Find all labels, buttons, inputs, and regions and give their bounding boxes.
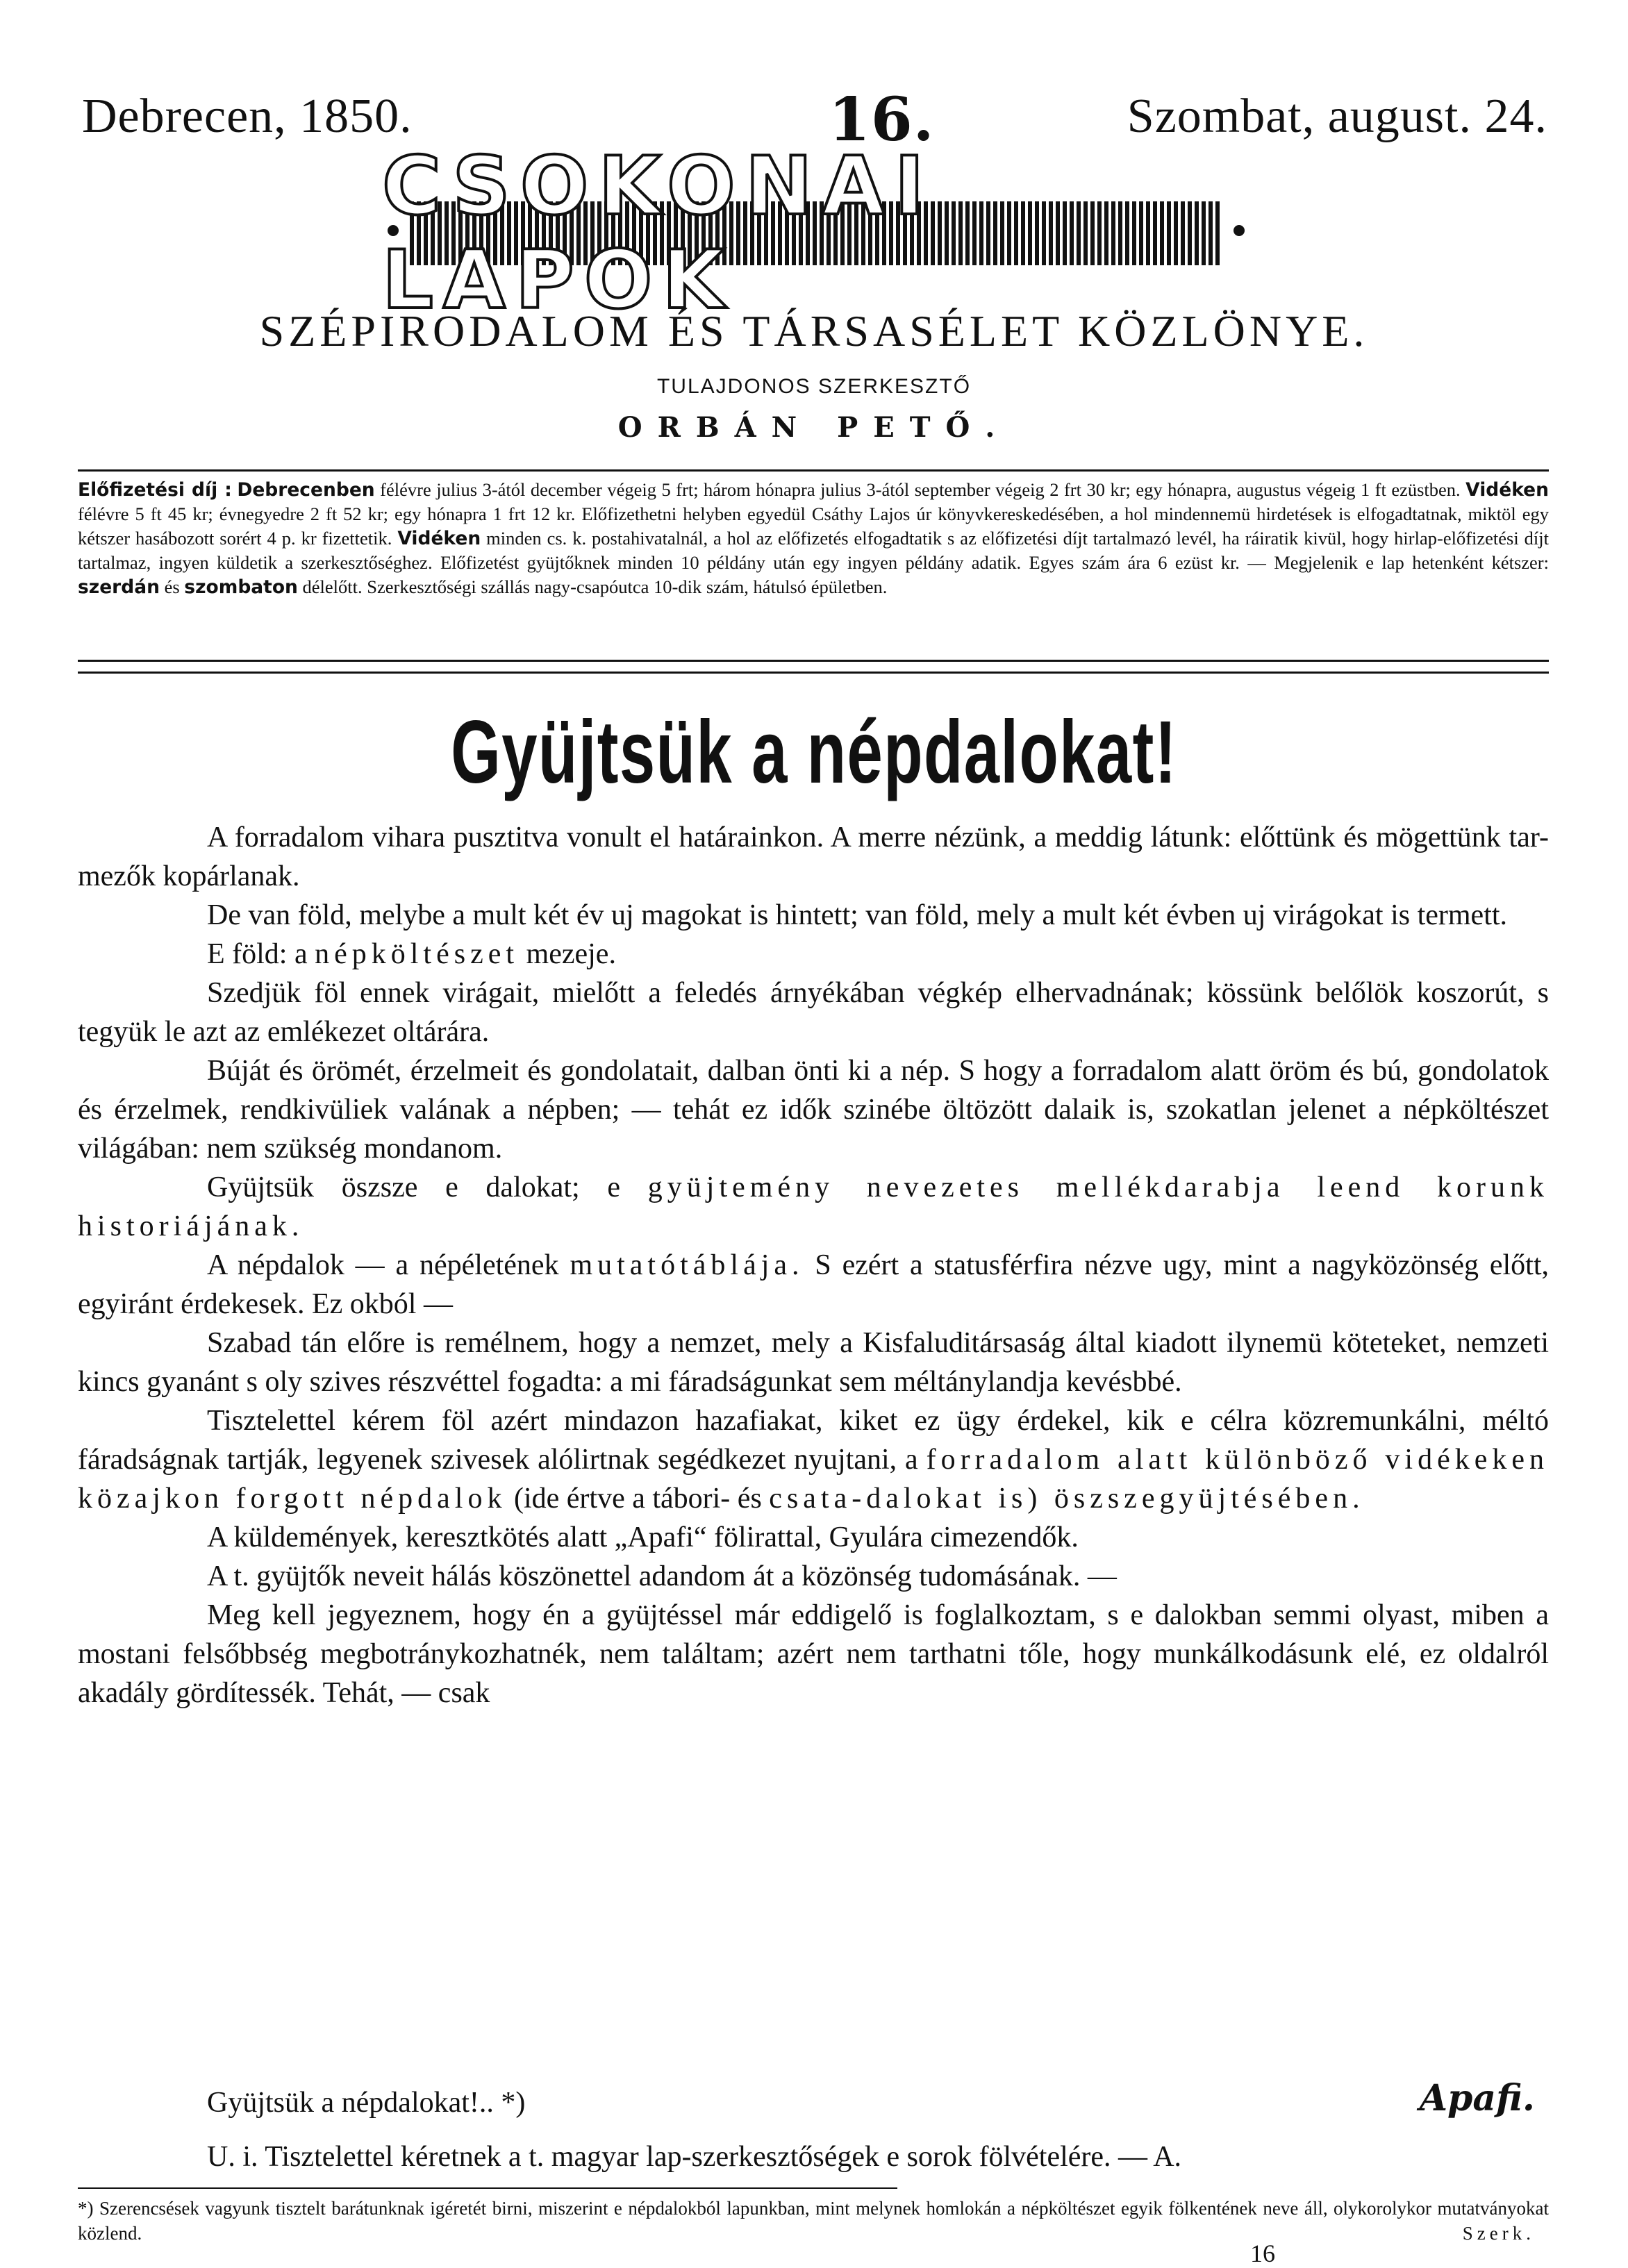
issue-number: 16. <box>829 85 935 155</box>
publication-day: szombaton <box>184 576 298 598</box>
text-run: (ide értve a tábori- és <box>513 1483 762 1515</box>
text-run: A népdalok — a népéletének <box>207 1249 559 1281</box>
paragraph: A forradalom vihara pusztitva vonult el határainkon. A merre nézünk, a meddig látunk: előttünk és mögettünk tar-mezők kopárlanak. <box>78 822 1549 892</box>
city-label: Debrecenben <box>237 479 375 501</box>
paragraph: A t. gyüjtők neveit hálás köszönettel adandom át a közönség tudomásának. — <box>207 1560 1117 1592</box>
page-number: 16 <box>1250 2240 1275 2267</box>
text-run: Tisztelettel kérem föl azért mindazon hazafiakat, kiket ez ügy érdekel, kik e célra közremunkálni, méltó fáradságnak tartják, legyenek szivesek alólirtnak segédkezet nyujtani, a <box>78 1405 1549 1476</box>
editor-name: ORBÁN PETŐ. <box>617 411 1011 444</box>
text-run: Gyüjtsük öszsze e dalokat; e <box>207 1171 621 1203</box>
masthead <box>375 140 1257 327</box>
spaced-text: mutatótáblája. <box>570 1249 804 1281</box>
subscription-text: minden cs. k. postahivatalnál, a hol az előfizetés elfogadtatik s az előfizetési díjt tartalmazó levél, ha ráiratik kivül, hogy hirlap-előfizetési díjt tartalmaz, ingyen küldetik a szerkesztőséghez. Előfizetést gyüjtőknek minden 10 példány után egy ingyen példány adatik. Egyes szám ára 6 ezüst kr. — Megjelenik e lap hetenként kétszer: <box>78 528 1549 573</box>
postscript: U. i. Tisztelettel kéretnek a t. magyar lap-szerkesztőségek e sorok fölvételére. — A. <box>207 2141 1182 2173</box>
article-headline: Gyüjtsük a népdalokat! <box>451 703 1177 802</box>
region-label: Vidéken <box>1465 479 1549 501</box>
owner-label: TULAJDONOS SZERKESZTŐ <box>656 375 972 398</box>
paragraph: Meg kell jegyeznem, hogy én a gyüjtéssel már eddigelő is foglalkoztam, s e dalokban semmi olyast, miben a mostani felsőbbség megbotránykozhatnék, nem találtam; azért nem tarthatni tőle, hogy munkálkodásunk elé, ez oldalról akadály gördítessék. Tehát, — csak <box>78 1599 1549 1709</box>
paragraph: A küldemények, keresztkötés alatt „Apafi“ fölirattal, Gyulára cimezendők. <box>207 1521 1079 1553</box>
paragraph: De van föld, melybe a mult két év uj magokat is hintett; van föld, mely a mult két évben uj virágokat is termett. <box>207 899 1508 931</box>
subscription-text: délelőtt. Szerkesztőségi szállás nagy-csapóutca 10-dik szám, hátulsó épületben. <box>302 576 888 597</box>
subscription-info <box>78 478 1549 599</box>
subscription-text: félévre 5 ft 45 kr; évnegyedre 2 ft 52 kr; egy hónapra 1 frt 12 kr. Előfizethetni helyben egyedül Csáthy Lajos úr könyvkereskedésében, a hol mindennemü hirdetések is elfogadtatnak, miktöl egy kétszer hasábozott sorért 4 p. kr fizettetik. <box>78 503 1549 549</box>
paragraph <box>78 1246 1549 1324</box>
article-body <box>78 818 1549 1712</box>
footnote-signed: Szerk. <box>1462 2223 1535 2244</box>
signature: Apafi. <box>1419 2077 1535 2119</box>
footnote <box>78 2196 1549 2246</box>
text-run: mezeje. <box>526 938 616 970</box>
issue-date: Szombat, august. 24. <box>1127 90 1547 143</box>
spaced-text: forradalom alatt különböző vidékeken közajkon forgott népdalok <box>78 1444 1550 1515</box>
divider <box>78 469 1549 472</box>
footnote-divider <box>78 2187 897 2189</box>
paragraph: Búját és örömét, érzelmeit és gondolatait, dalban önti ki a nép. S hogy a forradalom alatt öröm és bú, gondolatok és érzelmek, rendkivüliek valának a népben; — tehát ez idők szinébe öltözött dalaik is, szokatlan jelenet a népköltészet világában: nem szükség mondanom. <box>78 1055 1549 1165</box>
closing-line: Gyüjtsük a népdalokat!.. *) <box>207 2087 526 2119</box>
spaced-text: népköltészet <box>315 938 520 970</box>
text-run: S ezért a statusférfira nézve ugy, mint a nagyközönség előtt, egyiránt érdekesek. Ez okból — <box>78 1249 1549 1320</box>
place-year: Debrecen, 1850. <box>82 90 413 143</box>
publication-day: szerdán <box>78 576 160 598</box>
spaced-text: csata-dalokat is) öszszegyüjtésében. <box>769 1483 1365 1515</box>
double-divider <box>78 660 1549 674</box>
subscription-text: és <box>164 576 180 597</box>
subscription-label: Előfizetési díj : <box>78 479 232 501</box>
subtitle: SZÉPIRODALOM ÉS TÁRSASÉLET KÖZLÖNYE. <box>259 306 1369 356</box>
footnote-text: *) Szerencsések vagyunk tisztelt barátunknak igéretét birni, miszerint e népdalokból lapunkban, mint melynek homlokán a népköltészet egyik fölkentének neve áll, olykorolykor mutatványokat közlend. <box>78 2198 1549 2244</box>
subscription-text: félévre julius 3-ától december végeig 5 frt; három hónapra julius 3-ától september végeig 2 frt 30 kr; egy hónapra, augustus végeig 1 ft ezüstben. <box>380 479 1461 500</box>
text-run: E föld: a <box>207 938 308 970</box>
spaced-text: gyüjtemény nevezetes mellékdarabja leend korunk historiájának. <box>78 1171 1549 1242</box>
paragraph <box>78 1168 1549 1246</box>
paragraph: Szabad tán előre is remélnem, hogy a nemzet, mely a Kisfaluditársaság által kiadott ilynemü köteteket, nemzeti kincs gyanánt s oly szives részvéttel fogadta: a mi fáradságunkat sem méltánylandja kevésbbé. <box>78 1327 1549 1398</box>
ornament-dot-icon <box>1234 225 1245 236</box>
paragraph <box>78 935 1549 974</box>
paragraph: Szedjük föl ennek virágait, mielőtt a feledés árnyékában végkép elhervadnának; kössünk belőlök koszorút, s tegyük le azt az emlékezet oltárára. <box>78 977 1549 1048</box>
paragraph <box>78 1401 1549 1518</box>
masthead-title: CSOKONAI LAPOK <box>382 140 934 327</box>
region-label: Vidéken <box>397 528 481 549</box>
